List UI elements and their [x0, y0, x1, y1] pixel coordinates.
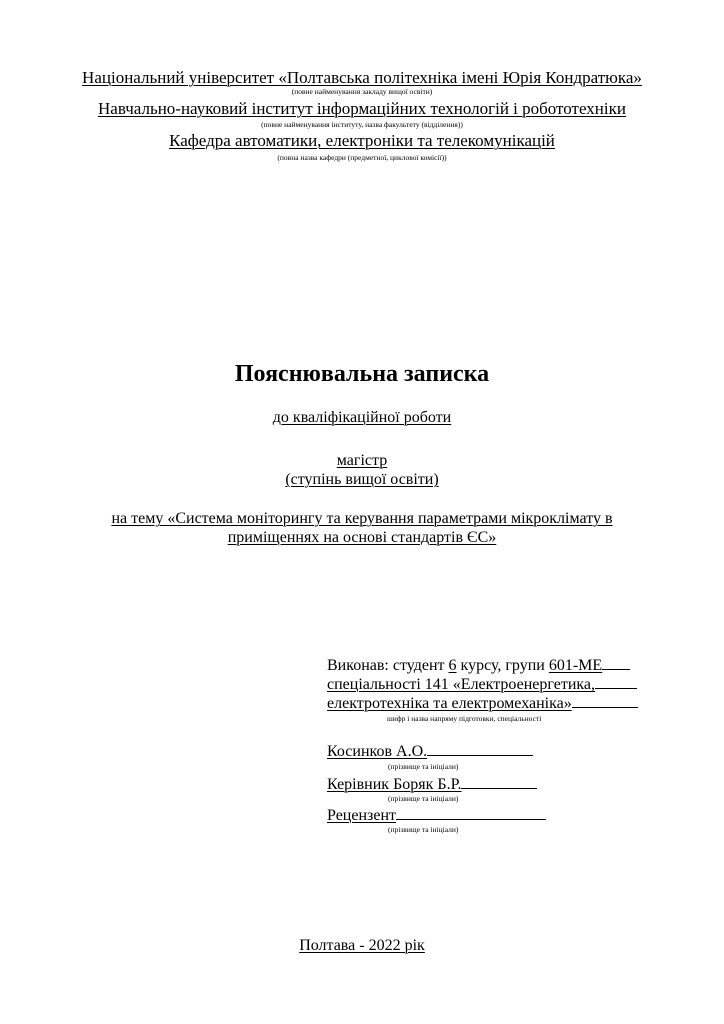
student-name: Косинков А.О. — [327, 743, 428, 760]
reviewer-label: Рецензент — [327, 807, 396, 824]
university-note: (повне найменування закладу вищої освіти) — [291, 87, 433, 96]
degree-note: (ступінь вищої освіти) — [285, 471, 439, 488]
document-title: Пояснювальна записка — [234, 361, 490, 387]
topic-line-1: на тему «Система моніторингу та керування параметрами мікроклімату в — [111, 510, 613, 527]
degree: магістр — [336, 452, 388, 469]
student-row — [327, 742, 533, 761]
specialty-line-2: електротехніка та електромеханіка» — [327, 695, 572, 712]
topic-line-2: приміщеннях на основі стандартів ЄС» — [227, 529, 497, 546]
student-fill-line — [427, 754, 533, 756]
institute-name: Навчально-науковий інститут інформаційних технологій і робототехніки — [98, 99, 626, 118]
supervisor-note: (прізвище та ініціали) — [388, 794, 459, 803]
group-code: 601-МЕ — [548, 657, 603, 674]
reviewer-fill-line — [396, 818, 546, 820]
institute-note: (повне найменування інституту, назва факультету (відділення)) — [261, 120, 463, 129]
group-fill-line — [602, 668, 630, 670]
specialty-line-1: спеціальності 141 «Електроенергетика, — [327, 676, 596, 693]
city-year: Полтава - 2022 рік — [299, 937, 425, 954]
student-note: (прізвище та ініціали) — [388, 762, 459, 771]
specialty-fill-line-2 — [572, 706, 638, 708]
document-subtitle: до кваліфікаційної роботи — [272, 409, 452, 426]
done-by-middle: курсу, групи — [456, 657, 549, 674]
specialty-line-1-row — [327, 675, 637, 694]
reviewer-row — [327, 806, 546, 825]
course-number: 6 — [448, 657, 457, 674]
done-by-prefix: Виконав: студент — [327, 657, 449, 674]
supervisor-name: Керівник Боряк Б.Р. — [327, 776, 462, 793]
specialty-fill-line-1 — [595, 687, 637, 689]
supervisor-fill-line — [461, 787, 537, 789]
university-name: Національний університет «Полтавська політехніка імені Юрія Кондратюка» — [82, 68, 642, 87]
department-name: Кафедра автоматики, електроніки та телекомунікацій — [169, 131, 555, 150]
specialty-line-2-row — [327, 694, 638, 713]
department-note: (повна назва кафедри (предметної, циклової комісії)) — [277, 153, 447, 162]
reviewer-note: (прізвище та ініціали) — [388, 825, 459, 834]
done-by-line — [327, 656, 630, 675]
supervisor-row — [327, 775, 537, 794]
specialty-note: шифр і назва напряму підготовки, спеціальності — [387, 714, 542, 723]
